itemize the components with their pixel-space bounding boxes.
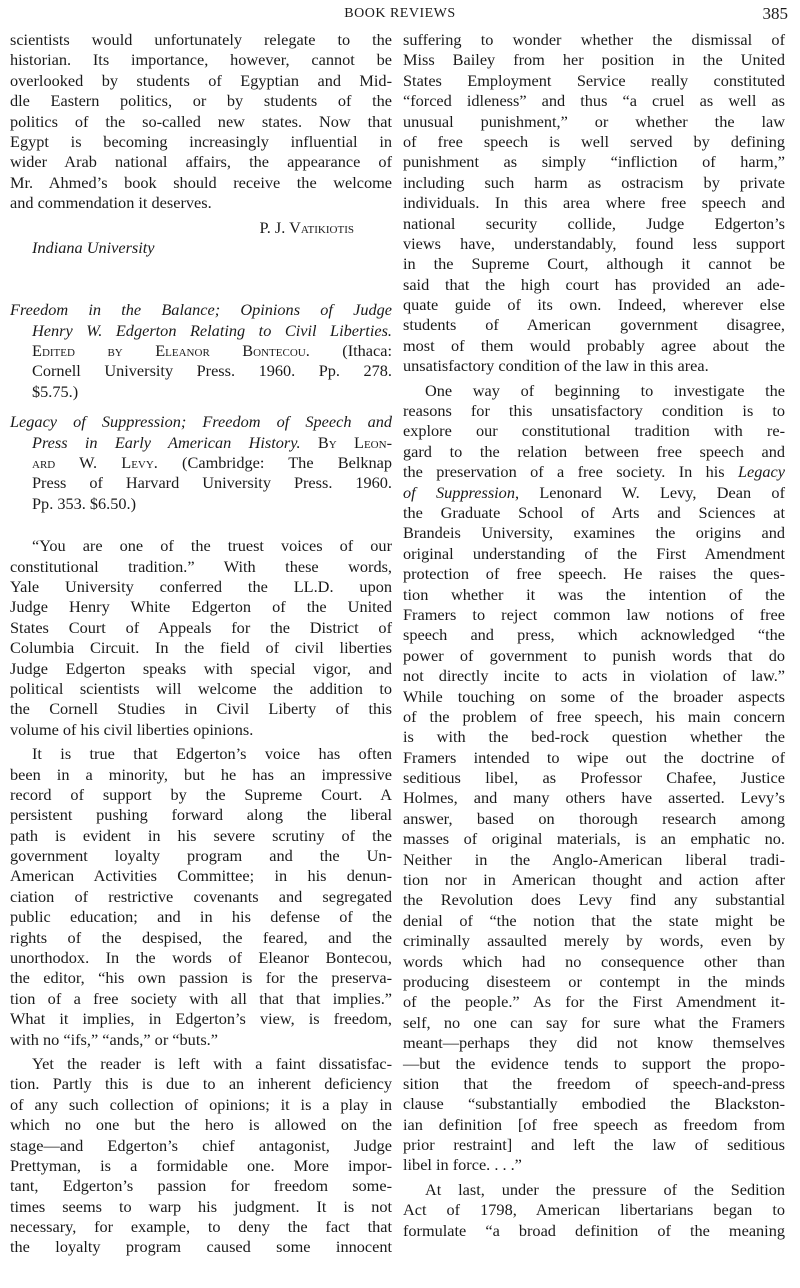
text-line: the editor, “his own passion is for the preserva- [10, 968, 392, 988]
italic-title: Legacy of Suppression; Freedom of Speech and [10, 412, 392, 432]
text-line: national security collide, Judge Edgerton’s [403, 213, 785, 233]
text-line: including such harm as ostracism by private [403, 172, 785, 192]
small-caps-text: Edited by Eleanor Bontecou. [32, 341, 310, 361]
text-line: most of them would probably agree about the [403, 335, 785, 355]
text-line: rights of the despised, the feared, and the [10, 927, 392, 947]
text-line: of any such collection of opinions; it is a play in [10, 1094, 392, 1114]
text-line: Columbia Circuit. In the field of civil liberties [10, 638, 392, 658]
paragraph [10, 536, 392, 740]
left-column [10, 30, 392, 1262]
text-line: persistent pushing forward along the liberal [10, 805, 392, 825]
text-line: tion nor in American thought and action after [403, 870, 785, 890]
text-line: tion of a free society with all that that implies.” [10, 988, 392, 1008]
text-line: Neither in the Anglo-American liberal tradi- [403, 849, 785, 869]
text-line: and commendation it deserves. [10, 193, 212, 213]
text-line [10, 412, 392, 432]
text-line: At last, under the pressure of the Sedition [425, 1179, 785, 1199]
text-line: formulate “a broad definition of the meaning [403, 1220, 785, 1240]
paragraph [403, 1180, 785, 1241]
small-caps-text: By Leon- [300, 432, 392, 452]
book-citation [10, 300, 392, 402]
text-line: said that the high court has provided an ade- [403, 274, 785, 294]
paragraph-continued [10, 30, 392, 214]
text-line: self, no one can say for sure what the Framers [403, 1012, 785, 1032]
text-segment: (Ithaca: [309, 341, 392, 361]
text-line: unsatisfactory condition of the law in this area. [403, 356, 709, 376]
text-line: American Activities Committee; in his denun- [10, 866, 392, 886]
page-number: 385 [762, 4, 788, 23]
text-line: in the Supreme Court, although it cannot be [403, 254, 785, 274]
text-line: necessary, for example, to deny the fact that [10, 1217, 392, 1237]
text-line [403, 462, 785, 482]
text-line: tant, Edgerton’s passion for freedom some- [10, 1176, 392, 1196]
text-line: Framers intended to wipe out the doctrine of [403, 747, 785, 767]
text-line: protection of free speech. He raises the ques- [403, 564, 785, 584]
text-line: political scientists will welcome the addition to [10, 678, 392, 698]
text-line: original understanding of the First Amendment [403, 543, 785, 563]
italic-title: Legacy [737, 462, 785, 482]
text-line: ciation of restrictive covenants and segregated [10, 886, 392, 906]
text-line: words which had no consequence other than [403, 951, 785, 971]
text-line: One way of beginning to investigate the [425, 380, 785, 400]
text-line: answer, based on thorough research among [403, 808, 785, 828]
text-line: libel in force. . . .” [403, 1155, 522, 1175]
text-line: overlooked by students of Egyptian and Mid- [10, 70, 392, 90]
text-line: unorthodox. In the words of Eleanor Bontecou, [10, 948, 392, 968]
text-line: criminally assaulted merely by words, even by [403, 931, 785, 951]
paragraph-continued [403, 30, 785, 377]
text-line: students of American government disagree, [403, 315, 785, 335]
text-line: volume of his civil liberties opinions. [10, 719, 254, 739]
text-line: scientists would unfortunately relegate to the [10, 30, 392, 49]
text-line [10, 300, 392, 320]
text-segment: the preservation of a free society. In his [403, 462, 738, 482]
text-line: record of support by the Supreme Court. A [10, 784, 392, 804]
text-line: suffering to wonder whether the dismissal of [403, 30, 785, 49]
italic-title: of Suppression [403, 482, 515, 502]
text-line [403, 483, 785, 503]
text-line: which no one but the hero is allowed on the [10, 1115, 392, 1135]
text-line: historian. Its importance, however, cannot be [10, 50, 392, 70]
text-line: individuals. In this area where free speech and [403, 193, 785, 213]
text-line: producing disesteem or contempt in the minds [403, 971, 785, 991]
text-line: not directly incite to acts in violation of law.” [403, 666, 785, 686]
text-line: with no “ifs,” “ands,” or “buts.” [10, 1029, 218, 1049]
text-line: States Court of Appeals for the District of [10, 617, 392, 637]
reviewer-affiliation [10, 238, 392, 258]
text-line: the Revolution does Levy find any substantial [403, 890, 785, 910]
text-line: of free speech is well served by defining [403, 131, 785, 151]
text-line: Framers to reject common law notions of free [403, 604, 785, 624]
text-line: masses of original materials, is an emphatic no. [403, 829, 785, 849]
running-header [0, 4, 800, 26]
small-caps-text: ard W. Levy. [32, 453, 158, 473]
text-line: Holmes, and many others have asserted. Levy’s [403, 788, 785, 808]
text-line: dle Eastern politics, or by students of the [10, 91, 392, 111]
text-line: times seems to warp his judgment. It is not [10, 1196, 392, 1216]
text-line: power of government to punish words that do [403, 645, 785, 665]
text-line [10, 321, 392, 341]
text-segment: , Lenonard W. Levy, Dean of [514, 482, 785, 502]
text-line: public education; and in his defense of the [10, 907, 392, 927]
text-line: ian definition [of free speech as freedom from [403, 1114, 785, 1134]
text-line: sition that the freedom of speech-and-press [403, 1073, 785, 1093]
text-line: quate guide of its own. Indeed, wherever else [403, 295, 785, 315]
text-line: Brandeis University, examines the origins and [403, 523, 785, 543]
text-line: seditious libel, as Professor Chafee, Justice [403, 768, 785, 788]
text-line: Yet the reader is left with a faint dissatisfac- [32, 1053, 392, 1073]
text-line: been in a minority, but he has an impressive [10, 764, 392, 784]
text-line: Pp. 353. $6.50.) [32, 493, 137, 513]
text-line: Egypt is becoming increasingly influential in [10, 131, 392, 151]
text-line: P. J. Vatikiotis [259, 217, 354, 237]
text-line: Cornell University Press. 1960. Pp. 278. [32, 361, 392, 381]
paragraph [10, 744, 392, 1050]
text-line: speech and press, which acknowledged “the [403, 625, 785, 645]
text-line: Indiana University [32, 237, 155, 257]
text-line: unusual punishment,” or whether the law [403, 111, 785, 131]
text-line: Judge Edgerton speaks with special vigor, and [10, 658, 392, 678]
text-line: the Cornell Studies in Civil Liberty of this [10, 699, 392, 719]
paragraph [10, 1054, 392, 1258]
text-line: path is evident in his severe scrutiny of the [10, 825, 392, 845]
text-line: Mr. Ahmed’s book should receive the welcome [10, 172, 392, 192]
text-line: politics of the so-called new states. Now that [10, 111, 392, 131]
text-line: Yale University conferred the LL.D. upon [10, 576, 392, 596]
text-line: stage—and Edgerton’s chief antagonist, Judge [10, 1135, 392, 1155]
text-line: It is true that Edgerton’s voice has often [32, 744, 392, 764]
paragraph [403, 381, 785, 1176]
text-line: government loyalty program and the Un- [10, 846, 392, 866]
text-line: the loyalty program caused some innocent [10, 1237, 392, 1257]
text-line [10, 433, 392, 453]
text-line: Judge Henry White Edgerton of the United [10, 597, 392, 617]
text-line: of the problem of free speech, his main concern [403, 706, 785, 726]
text-line: prior restraint] and left the law of seditious [403, 1135, 785, 1155]
text-segment: (Cambridge: The Belknap [157, 453, 392, 473]
text-line: tion. Partly this is due to an inherent deficiency [10, 1074, 392, 1094]
text-line: constitutional tradition.” With these words, [10, 556, 392, 576]
right-column [403, 30, 785, 1245]
text-line: wider Arab national affairs, the appearance of [10, 152, 392, 172]
text-line: the Graduate School of Arts and Sciences at [403, 502, 785, 522]
text-line: clause “substantially embodied the Blackston- [403, 1094, 785, 1114]
text-line: While touching on some of the broader aspects [403, 686, 785, 706]
text-line: denial of “the notion that the state might be [403, 910, 785, 930]
text-line: is with the bed-rock question whether the [403, 727, 785, 747]
text-line: Press of Harvard University Press. 1960. [32, 473, 392, 493]
text-line [10, 453, 392, 473]
text-line: “You are one of the truest voices of our [32, 536, 392, 556]
italic-title: Press in Early American History. [32, 432, 301, 452]
text-line: Act of 1798, American libertarians began to [403, 1200, 785, 1220]
text-line: of the people.” As for the First Amendment it- [403, 992, 785, 1012]
text-line: —but the evidence tends to support the propo- [403, 1053, 785, 1073]
text-line: Miss Bailey from her position in the United [403, 50, 785, 70]
italic-title: Freedom in the Balance; Opinions of Judge [10, 300, 392, 320]
text-line: explore our constitutional tradition with re- [403, 421, 785, 441]
italic-title: Henry W. Edgerton Relating to Civil Liberties. [32, 320, 392, 340]
text-line: meant—perhaps they did not know themselves [403, 1033, 785, 1053]
text-line: reasons for this unsatisfactory condition is to [403, 401, 785, 421]
text-line: “forced idleness” and thus “a cruel as well as [403, 91, 785, 111]
text-line: gard to the relation between free speech and [403, 441, 785, 461]
text-line: $5.75.) [32, 381, 79, 401]
reviewer-signature [10, 218, 392, 238]
text-line: views have, understandably, found less support [403, 233, 785, 253]
text-line: What it implies, in Edgerton’s view, is freedom, [10, 1009, 392, 1029]
book-citation [10, 412, 392, 514]
text-line [10, 341, 392, 361]
text-line: States Employment Service really constituted [403, 70, 785, 90]
running-title: BOOK REVIEWS [344, 6, 456, 21]
text-line: punishment as simply “infliction of harm,” [403, 152, 785, 172]
text-line: tion whether it was the intention of the [403, 584, 785, 604]
text-line: Prettyman, is a formidable one. More impor- [10, 1155, 392, 1175]
